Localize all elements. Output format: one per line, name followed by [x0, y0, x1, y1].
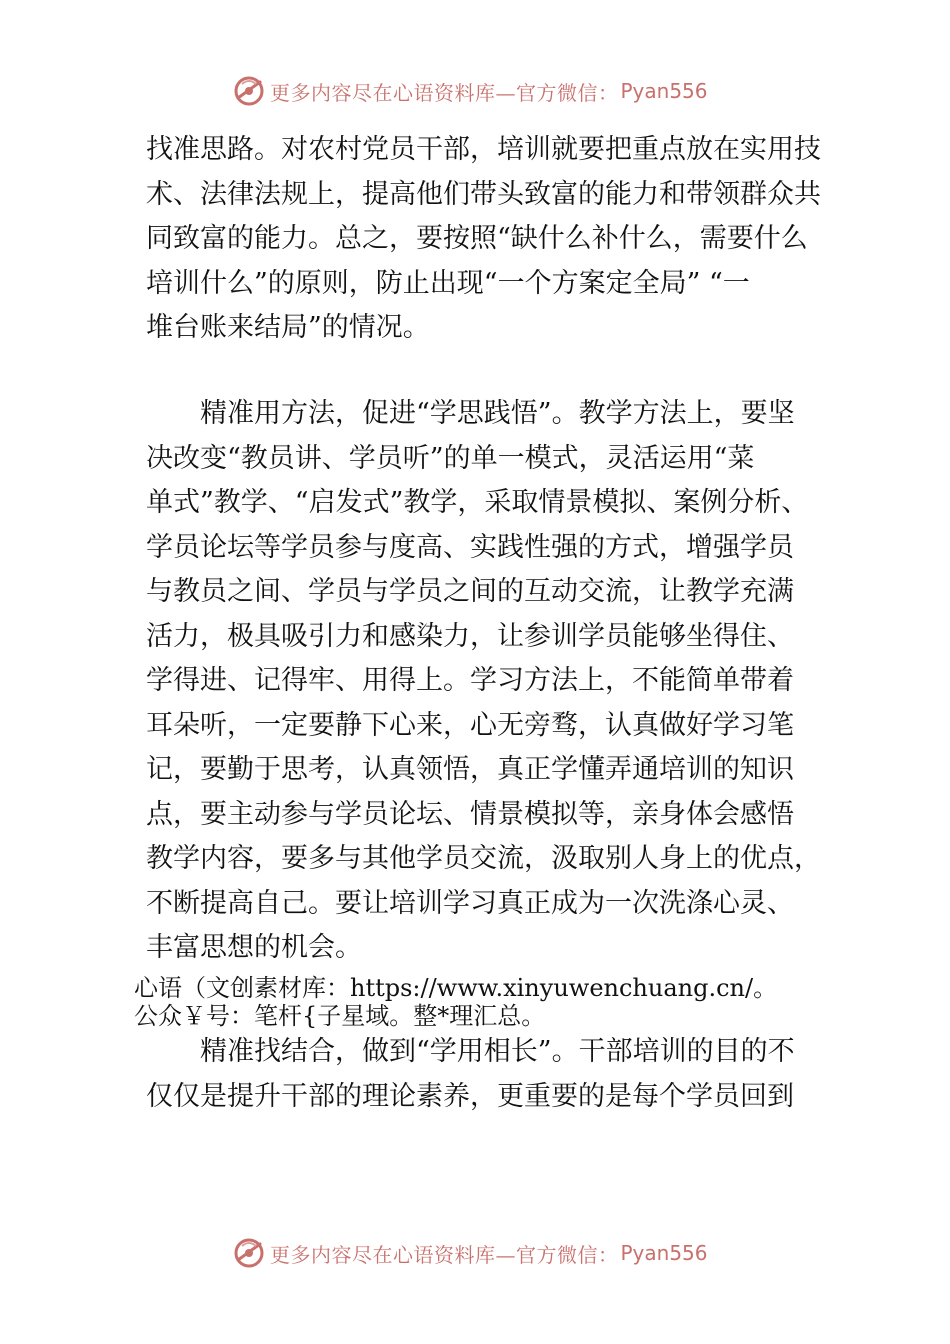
- watermark-text: 更多内容尽在心语资料库—官方微信：: [270, 1242, 619, 1267]
- text-line: 精准用方法，促进“学思践悟”。教学方法上，要坚: [146, 398, 795, 429]
- paragraph-3: [146, 1030, 795, 1119]
- source-notice-line: 心语（文创素材库：https://www.xinyuwenchuang.cn/。: [134, 974, 778, 1002]
- text-line: 仅仅是提升干部的理论素养，更重要的是每个学员回到: [146, 1080, 794, 1112]
- text-line: 学员论坛等学员参与度高、实践性强的方式，增强学员: [146, 531, 794, 563]
- text-line: 学得进、记得牢、用得上。学习方法上，不能简单带着: [146, 665, 794, 696]
- text-line: 培训什么”的原则，防止出现“一个方案定全局” “一: [146, 267, 750, 299]
- text-line: 记，要勤于思考，认真领悟，真正学懂弄通培训的知识: [146, 754, 794, 785]
- text-line: 单式”教学、“启发式”教学，采取情景模拟、案例分析、: [146, 487, 809, 518]
- source-notice-line: 公众￥号：笔杆{子星域。整*理汇总。: [134, 1002, 546, 1030]
- text-line: 点，要主动参与学员论坛、情景模拟等，亲身体会感悟: [146, 798, 794, 830]
- brand-logo-icon: [232, 1236, 266, 1270]
- paragraph-1: [146, 128, 826, 351]
- text-line: 与教员之间、学员与学员之间的互动交流，让教学充满: [146, 576, 794, 607]
- header-watermark: [232, 74, 708, 108]
- text-line: 同致富的能力。总之，要按照“缺什么补什么，需要什么: [146, 223, 808, 254]
- watermark-text: 更多内容尽在心语资料库—官方微信：: [270, 80, 619, 105]
- text-line: 术、法律法规上，提高他们带头致富的能力和带领群众共: [146, 178, 821, 210]
- watermark-wechat-id: Pyan556: [620, 79, 708, 103]
- text-line: 耳朵听，一定要静下心来，心无旁骛，认真做好学习笔: [146, 709, 794, 741]
- text-line: 教学内容，要多与其他学员交流，汲取别人身上的优点，: [146, 843, 821, 874]
- text-line: 不断提高自己。要让培训学习真正成为一次洗涤心灵、: [146, 887, 794, 919]
- text-line: 堆台账来结局”的情况。: [146, 312, 430, 343]
- text-line: 丰富思想的机会。: [146, 932, 362, 963]
- source-notice: [134, 974, 777, 1030]
- footer-watermark: [232, 1236, 708, 1270]
- paragraph-2: [146, 392, 826, 971]
- text-line: 决改变“教员讲、学员听”的单一模式，灵活运用“菜: [146, 442, 755, 474]
- text-line: 精准找结合，做到“学用相长”。干部培训的目的不: [146, 1036, 795, 1067]
- brand-logo-icon: [232, 74, 266, 108]
- text-line: 找准思路。对农村党员干部，培训就要把重点放在实用技: [146, 134, 821, 165]
- text-line: 活力，极具吸引力和感染力，让参训学员能够坐得住、: [146, 620, 794, 652]
- watermark-wechat-id: Pyan556: [620, 1241, 708, 1265]
